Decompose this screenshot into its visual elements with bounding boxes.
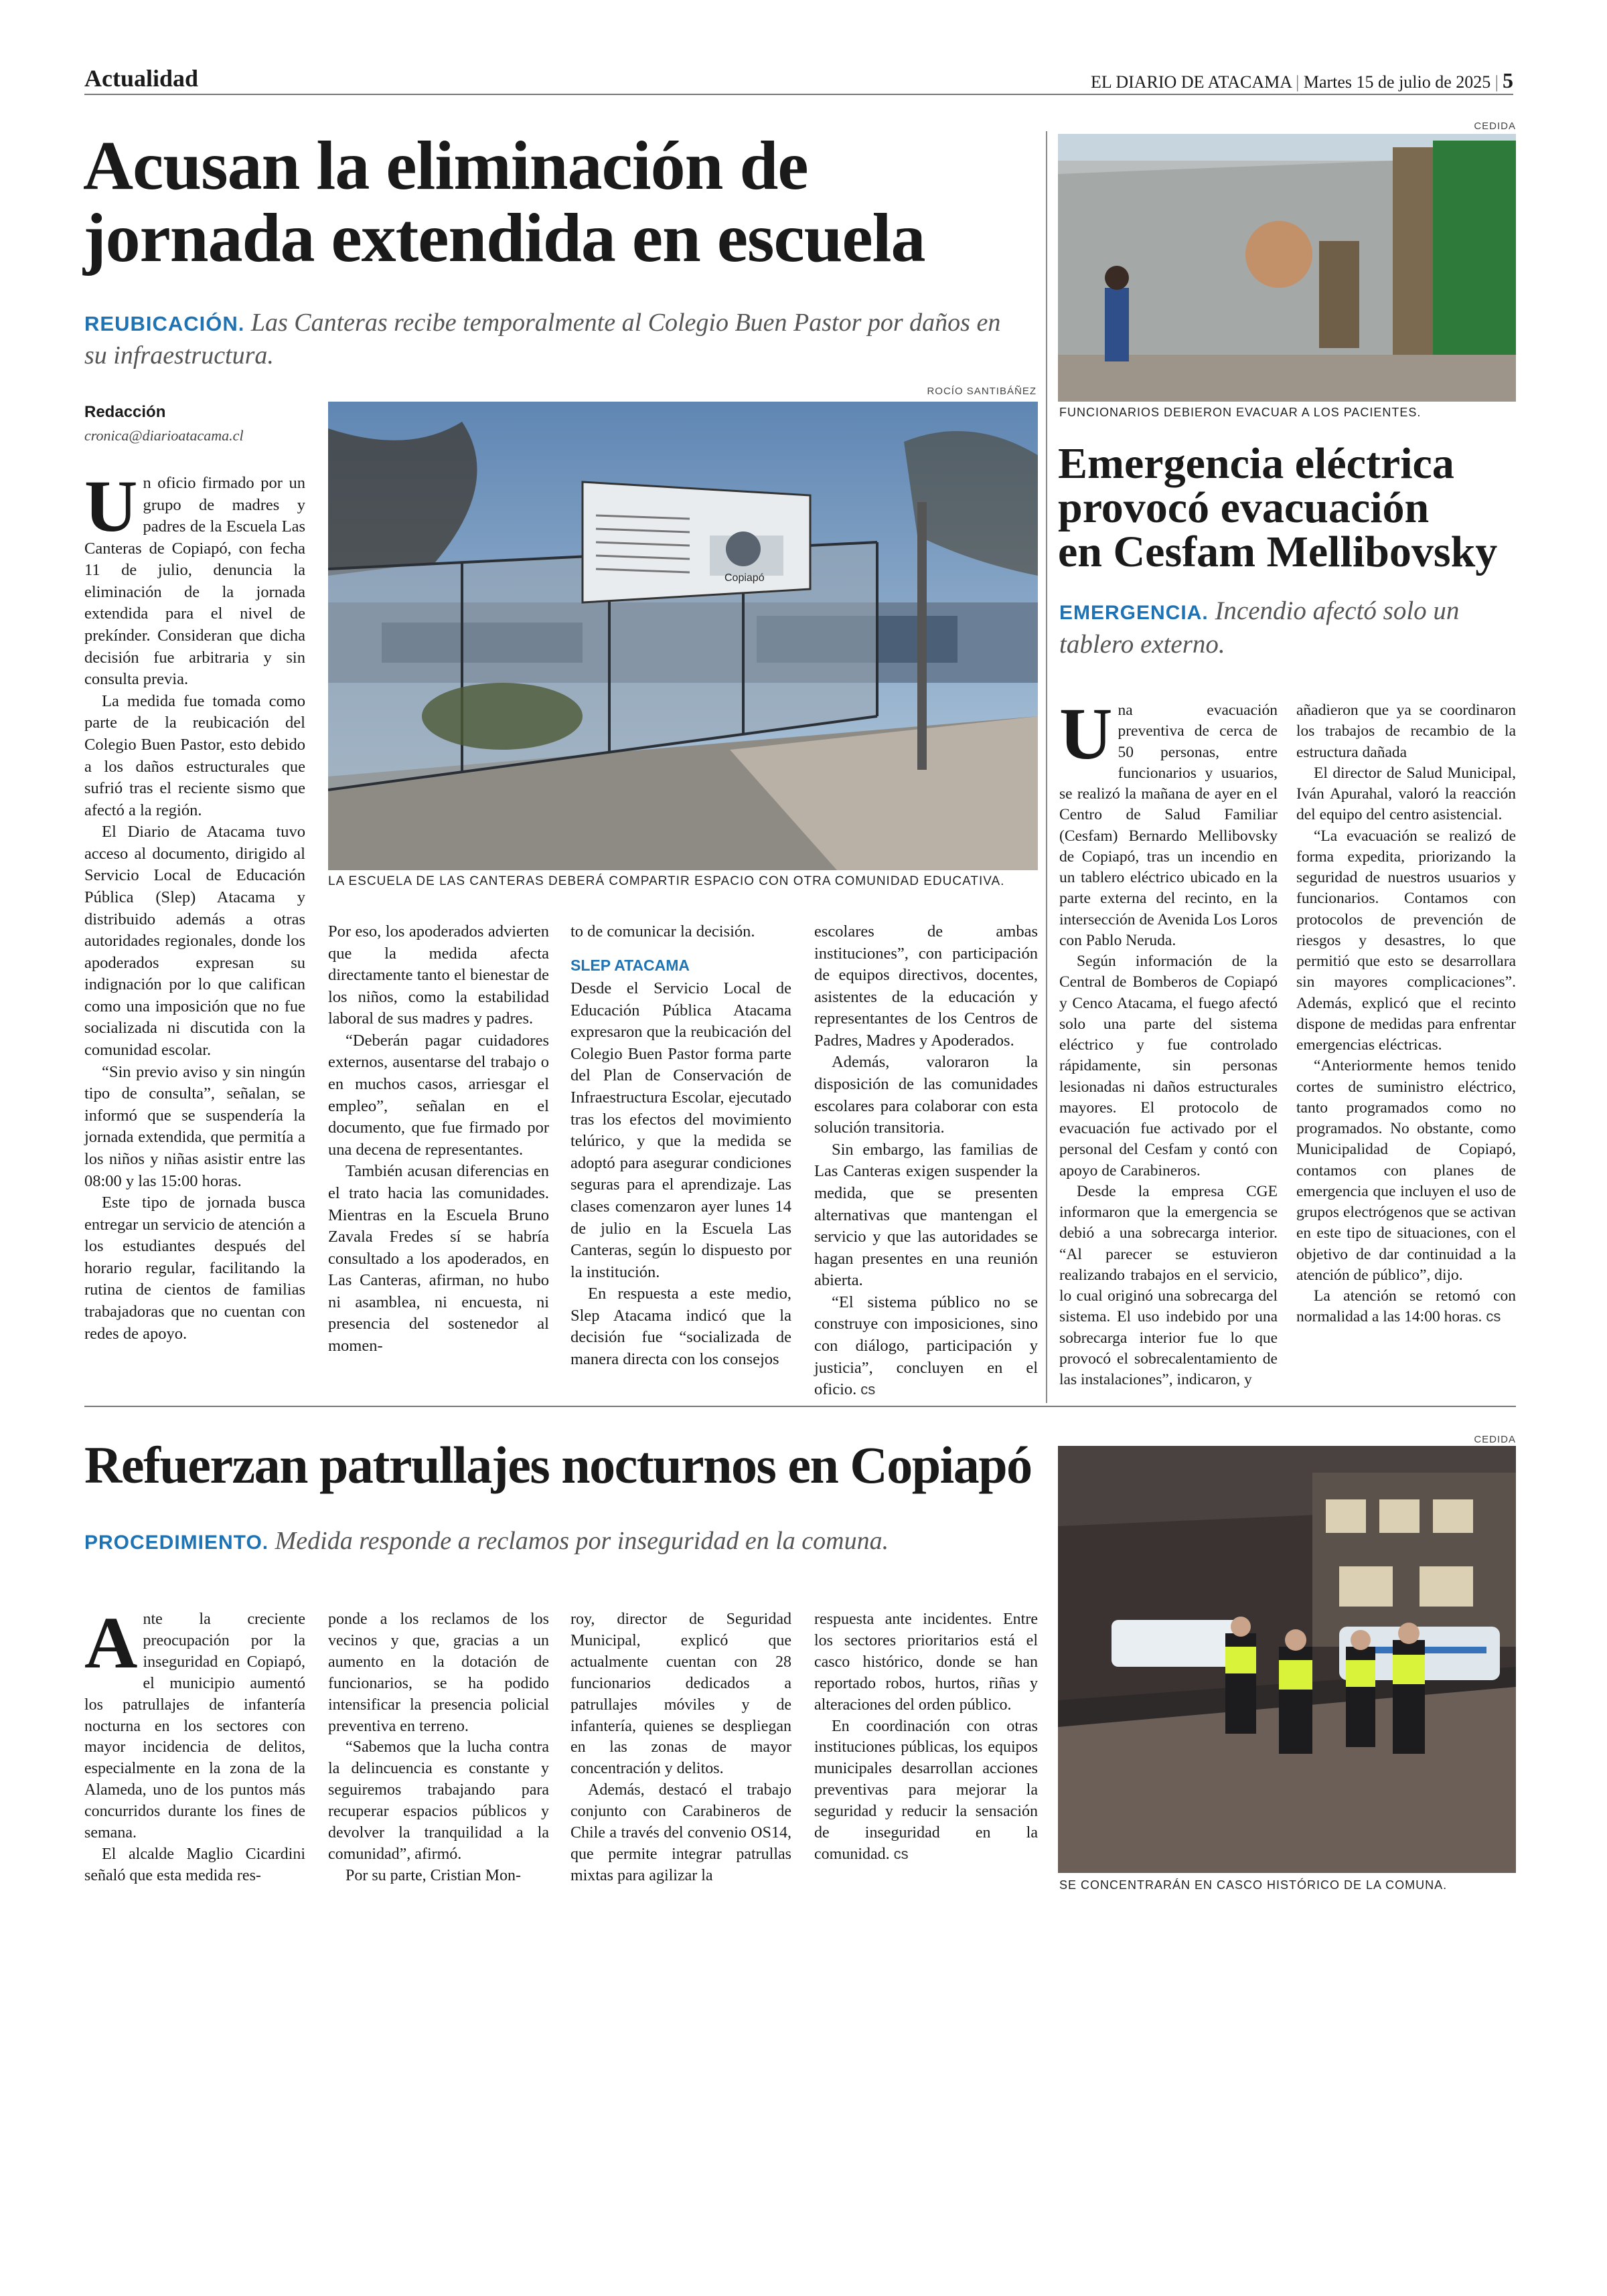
story1-kicker: REUBICACIÓN. — [84, 312, 245, 335]
story3-kicker: PROCEDIMIENTO. — [84, 1532, 269, 1554]
story2-column-2 — [1296, 700, 1516, 1328]
story2-paragraph: “La evacuación se realizó de forma expedita, priorizando la seguridad de nuestros usuarios y funcionarios. Contamos con protocolos de prevención de riesgos y desastres, lo que permitió que esto se desarrollara sin mayores complicaciones”. Además, explicó que el recinto dispone de medidas para enfrentar emergencias eléctricas. — [1296, 827, 1516, 1054]
story1-deck-text: Las Canteras recibe temporalmente al Colegio Buen Pastor por daños en su infraestructura. — [84, 309, 1001, 370]
story2-lead-text: na evacuación preventiva de cerca de 50 personas, entre funcionarios y usuarios, se realizó la mañana de ayer en el Centro de Salud Familiar (Cesfam) Bernardo Mellibovsky de Copiapó, tras un incendio en un tablero eléctrico ubicado en la parte externa del recinto, en la intersección de Avenida Los Loros con Pablo Neruda. — [1059, 702, 1278, 949]
story1-headline-line2: jornada extendida en escuela — [83, 199, 925, 276]
story1-paragraph: Sin embargo, las familias de Las Canteras exigen suspender la medida, que se presenten alternativas que mantengan el servicio y que las autoridades se hagan presentes en una reunión abierta. — [814, 1140, 1038, 1290]
page-number: 5 — [1503, 68, 1513, 92]
story2-paragraph — [1296, 1286, 1516, 1328]
story1-email: cronica@diarioatacama.cl — [84, 427, 244, 444]
story3-closing-text: En coordinación con otras instituciones públicas, los equipos municipales desarrollan acciones preventivas para mejorar la seguridad y reducir la sensación de inseguridad en la comunidad. — [814, 1717, 1038, 1863]
story1-paragraph: La medida fue tomada como parte de la reubicación del Colegio Buen Pastor, esto debido a los daños estructurales que sufrió tras el reciente sismo que afectó a la región. — [84, 691, 305, 819]
story1-subhead: SLEP ATACAMA — [570, 956, 690, 974]
story1-headline-line1: Acusan la eliminación de — [83, 127, 808, 204]
story1-paragraph: También acusan diferencias en el trato hacia las comunidades. Mientras en la Escuela Bruno Zavala Fredes sí se habría consultado a los apoderados, en Las Canteras, afirman, no hubo ni asamblea, ni encuesta, ni presencia del sostenedor al momen- — [328, 1162, 549, 1355]
story3-column-4 — [814, 1609, 1038, 1866]
story3-column-1 — [84, 1602, 305, 1887]
story1-deck — [84, 307, 1022, 372]
story2-paragraph: Desde la empresa CGE informaron que la emergencia se debió a una sobrecarga interior. “Al parecer se estuvieron realizando trabajos en el servicio, lo cual originó una sobrecarga del sistema. El uso indebido por una sobrecarga interior fue lo que provocó el sobrecalentamiento de las instalaciones”, indicaron, y — [1059, 1182, 1278, 1388]
evacuation-photo-illustration — [1058, 134, 1516, 402]
story1-paragraph — [84, 465, 305, 691]
story1-paragraph: escolares de ambas instituciones”, con participación de equipos directivos, docentes, asistentes de la educación y representantes de los Centros de Padres, Madres y Apoderados. — [814, 922, 1038, 1050]
sign-logo-text: Copiapó — [724, 572, 765, 584]
header-rule — [84, 94, 1513, 95]
story2-photo-caption: FUNCIONARIOS DEBIERON EVACUAR A LOS PACIENTES. — [1059, 406, 1422, 419]
story1-paragraph: Desde el Servicio Local de Educación Pública Atacama expresaron que la reubicación del Colegio Buen Pastor forma parte del Plan de Conservación de Infraestructura Escolar, ejecutado tras los efectos del movimiento telúrico, y que la medida se adoptó para asegurar condiciones seguras para el aprendizaje. Las clases comenzaron ayer lunes 14 de julio en la Escuela Las Canteras, según lo dispuesto por la institución. — [570, 979, 791, 1281]
story3-column-3 — [570, 1609, 791, 1887]
story1-paragraph: to de comunicar la decisión. — [570, 922, 755, 940]
patrol-photo-illustration — [1058, 1446, 1516, 1873]
story2-paragraph: Según información de la Central de Bomberos de Copiapó y Cenco Atacama, el fuego afectó solo una parte del sistema eléctrico y fue controlado rápidamente, sin personas lesionadas ni daños estructurales mayores. El protocolo de evacuación fue activado por el personal del Cesfam y contó con apoyo de Carabineros. — [1059, 953, 1278, 1179]
story3-photo-caption: SE CONCENTRARÁN EN CASCO HISTÓRICO DE LA COMUNA. — [1059, 1878, 1448, 1892]
story1-paragraph: Por eso, los apoderados advierten que la medida afecta directamente tanto el bienestar de los niños, como la estabilidad laboral de sus madres y padres. — [328, 922, 549, 1028]
story3-paragraph — [814, 1716, 1038, 1866]
story2-photo — [1058, 134, 1516, 402]
school-photo-illustration — [328, 402, 1038, 870]
story1-paragraph — [814, 1292, 1038, 1401]
story2-photo-credit: CEDIDA — [1474, 120, 1516, 132]
story2-headline-line1: Emergencia eléctrica — [1058, 439, 1454, 488]
story1-paragraph: En respuesta a este medio, Slep Atacama indicó que la decisión fue “socializada de manera directa con los consejos — [570, 1285, 791, 1368]
story3-photo — [1058, 1446, 1516, 1873]
story3-column-2 — [328, 1609, 549, 1887]
story2-column-1 — [1059, 693, 1278, 1390]
story1-photo-caption: LA ESCUELA DE LAS CANTERAS DEBERÁ COMPARTIR ESPACIO CON OTRA COMUNIDAD EDUCATIVA. — [328, 874, 1005, 888]
story3-photo-credit: CEDIDA — [1474, 1434, 1516, 1445]
end-mark-icon: cs — [1486, 1308, 1501, 1325]
story1-column-2 — [328, 921, 549, 1358]
story2-paragraph — [1059, 693, 1278, 951]
end-mark-icon: cs — [860, 1381, 876, 1398]
story3-paragraph: El alcalde Maglio Cicardini señaló que esta medida res- — [84, 1845, 305, 1884]
story3-paragraph: respuesta ante incidentes. Entre los sectores prioritarios está el casco histórico, donde se han reportado robos, hurtos, riñas y alteraciones del orden público. — [814, 1611, 1038, 1714]
story1-paragraph: “Sin previo aviso y sin ningún tipo de consulta”, señalan, se informó que se suspendería la jornada extendida, que permitía a los niños y niñas asistir entre las 08:00 y las 15:00 horas. — [84, 1062, 305, 1190]
story1-lead-text: n oficio firmado por un grupo de madres y padres de la Escuela Las Canteras de Copiapó, con fecha 11 de julio, denuncia la eliminación de la jornada extendida para el nivel de prekínder. Consideran que dicha decisión fue arbitraria y sin consulta previa. — [84, 474, 305, 689]
story2-deck-text: Incendio afectó solo un tablero externo. — [1059, 596, 1460, 659]
story1-column-4 — [814, 921, 1038, 1401]
story2-deck — [1059, 594, 1515, 661]
story1-byline: Redacción — [84, 403, 166, 421]
issue-date: Martes 15 de julio de 2025 — [1303, 72, 1491, 92]
story2-headline-line2: provocó evacuación — [1058, 483, 1430, 532]
story2-paragraph: El director de Salud Municipal, Iván Apurahal, valoró la reacción del equipo del centro asistencial. — [1296, 764, 1516, 824]
story2-kicker: EMERGENCIA. — [1059, 602, 1209, 624]
story3-paragraph — [84, 1602, 305, 1844]
story3-lead-text: nte la creciente preocupación por la inseguridad en Copiapó, el municipio aumentó los patrullajes de infantería nocturna en los sectores con mayor incidencia de delitos, especialmente en la zona de la Alameda, uno de los puntos más concurridos durante los fines de semana. — [84, 1611, 305, 1842]
story1-photo-credit: ROCÍO SANTIBÁÑEZ — [927, 386, 1037, 397]
story2-paragraph: “Anteriormente hemos tenido cortes de suministro eléctrico, tanto programados como no programados. No obstante, como Municipalidad de Copiapó, contamos con planes de emergencia que incluyen el uso de grupos electrógenos que se activan en este tipo de situaciones, con el objetivo de dar continuidad a la atención de público”, dijo. — [1296, 1057, 1516, 1284]
end-mark-icon: cs — [893, 1845, 909, 1862]
story3-paragraph: roy, director de Seguridad Municipal, explicó que actualmente cuentan con 28 funcionarios dedicados a patrullajes móviles y de infantería, quienes se despliegan en las zonas de mayor concentración y delitos. — [570, 1611, 791, 1778]
story1-column-1 — [84, 465, 305, 1345]
story1-byline-block — [84, 403, 325, 444]
story1-paragraph: Este tipo de jornada busca entregar un servicio de atención a los estudiantes después del horario regular, facilitando la rutina de cientos de familias trabajadoras que no cuentan con redes de apoyo. — [84, 1194, 305, 1343]
story2-closing-text: La atención se retomó con normalidad a las 14:00 horas. — [1296, 1287, 1516, 1326]
story-separator — [84, 1406, 1516, 1407]
story2-headline-line3: en Cesfam Mellibovsky — [1058, 527, 1498, 576]
story1-photo — [328, 402, 1038, 870]
story3-dropcap: A — [84, 1602, 138, 1684]
story1-headline — [83, 127, 1047, 276]
story1-column-3 — [570, 921, 791, 1371]
story3-deck-text: Medida responde a reclamos por inseguridad en la comuna. — [275, 1527, 889, 1555]
story3-paragraph: Además, destacó el trabajo conjunto con Carabineros de Chile a través del convenio OS14, que permite integrar patrullas mixtas para agilizar la — [570, 1781, 791, 1884]
story3-paragraph: “Sabemos que la lucha contra la delincuencia es constante y seguiremos trabajando para recuperar espacios públicos y devolver la tranquilidad a la comunidad”, afirmó. — [328, 1738, 549, 1863]
story1-closing-text: “El sistema público no se construye con imposiciones, sino con diálogo, participación y justicia”, concluyen en el oficio. — [814, 1293, 1038, 1399]
story3-paragraph: ponde a los reclamos de los vecinos y que, gracias a un aumento en la dotación de funcionarios, se ha podido intensificar la presencia policial preventiva en terreno. — [328, 1611, 549, 1735]
story1-paragraph: Además, valoraron la disposición de las comunidades escolares para colaborar con esta solución transitoria. — [814, 1053, 1038, 1137]
paper-name: EL DIARIO DE ATACAMA — [1091, 72, 1292, 92]
story2-dropcap: U — [1059, 693, 1113, 774]
story1-paragraph: El Diario de Atacama tuvo acceso al documento, dirigido al Servicio Local de Educación Pública (Slep) Atacama y distribuido además a otras autoridades regionales, donde los apoderados expresan su indignación por lo que califican como una imposición que no fue socializada ni discutida con la comunidad escolar. — [84, 823, 305, 1060]
column-divider — [1046, 131, 1047, 1403]
story3-paragraph: Por su parte, Cristian Mon- — [346, 1866, 521, 1884]
story1-paragraph: “Deberán pagar cuidadores externos, ausentarse del trabajo o en muchos casos, arriesgar el empleo”, señalan en el documento, que fue firmado por una decena de representantes. — [328, 1031, 549, 1159]
story2-paragraph: añadieron que ya se coordinaron los trabajos de recambio de la estructura dañada — [1296, 702, 1516, 761]
story1-dropcap: U — [84, 465, 138, 547]
story3-headline: Refuerzan patrullajes nocturnos en Copiapó — [84, 1436, 1032, 1494]
story3-deck — [84, 1525, 1049, 1558]
masthead: EL DIARIO DE ATACAMA | Martes 15 de julio de 2025 | 5 — [1091, 68, 1513, 92]
section-label: Actualidad — [84, 65, 199, 92]
story2-headline — [1058, 439, 1520, 576]
